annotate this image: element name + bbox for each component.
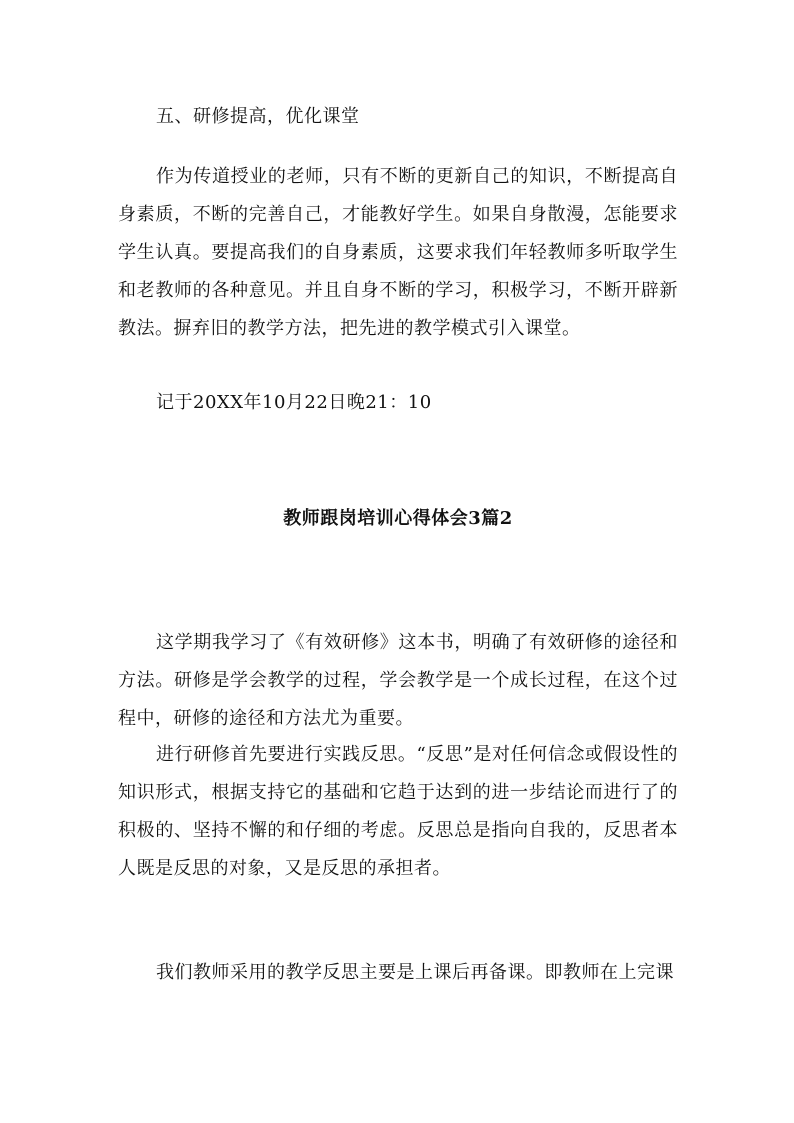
paragraph-practice-reflection: 进行研修首先要进行实践反思。“反思”是对任何信念或假设性的知识形式，根据支持它的基础和它趋于达到的进一步结论而进行了的积极的、坚持不懈的和仔细的考虑。反思总是指向自我的，反思者本人既是反思的对象，又是反思的承担者。 — [118, 744, 678, 879]
section-heading-5: 五、研修提高，优化课堂 — [156, 106, 360, 127]
paragraph-effective-training: 这学期我学习了《有效研修》这本书，明确了有效研修的途径和方法。研修是学会教学的过程，学会教学是一个成长过程，在这个过程中，研修的途径和方法尤为重要。 — [118, 632, 678, 729]
paragraph-teaching-reflection: 我们教师采用的教学反思主要是上课后再备课。即教师在上完课 — [156, 962, 674, 983]
article-title: 教师跟岗培训心得体会3篇2 — [283, 508, 513, 529]
date-note: 记于20XX年10月22日晚21：10 — [156, 392, 432, 413]
paragraph-self-improvement: 作为传道授业的老师，只有不断的更新自己的知识，不断提高自身素质，不断的完善自己，才能教好学生。如果自身散漫，怎能要求学生认真。要提高我们的自身素质，这要求我们年轻教师多听取学生和老教师的各种意见。并且自身不断的学习，积极学习，不断开辟新教法。摒弃旧的教学方法，把先进的教学模式引入课堂。 — [118, 166, 678, 339]
